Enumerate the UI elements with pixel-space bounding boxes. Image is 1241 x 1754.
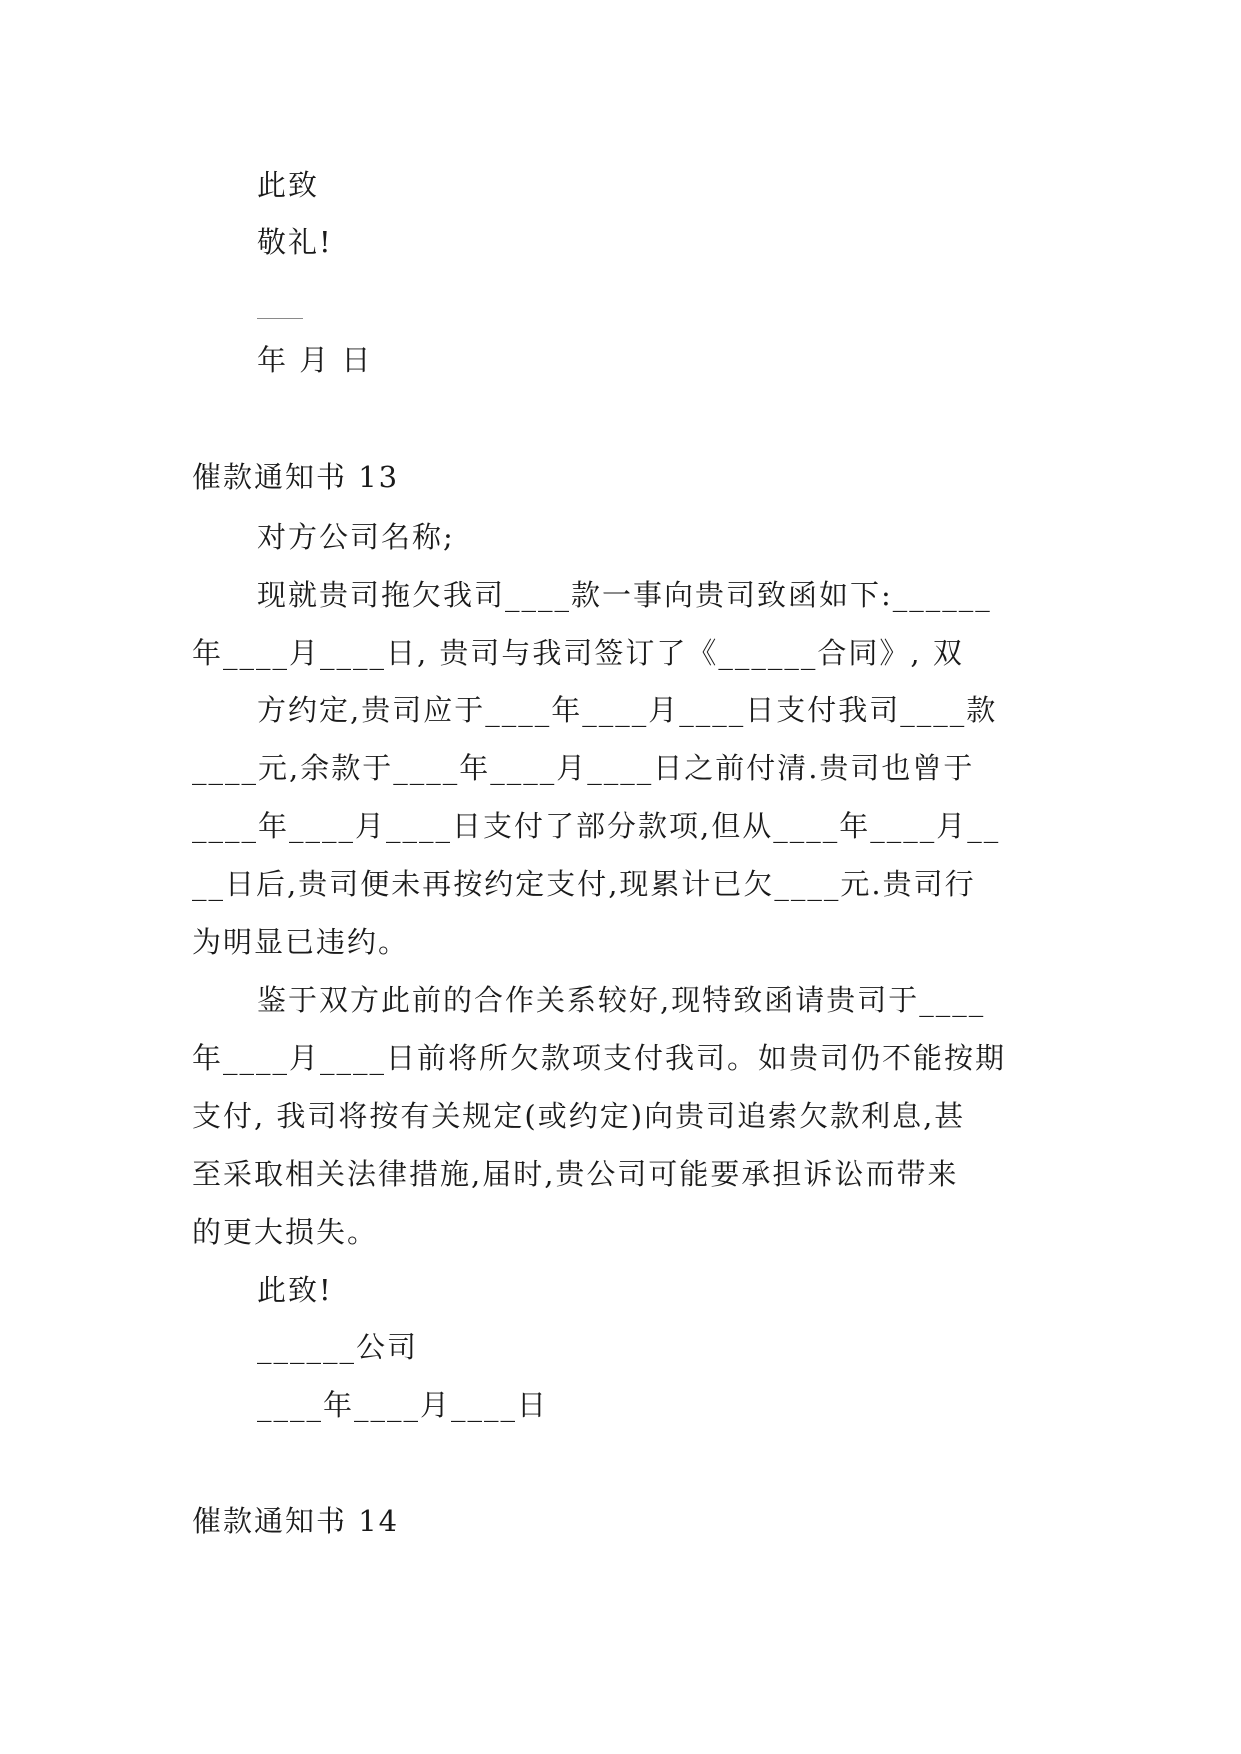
paragraph-line: __日后,贵司便未再按约定支付,现累计已欠____元.贵司行 [192,867,976,901]
paragraph-line: 年____月____日前将所欠款项支付我司。如贵司仍不能按期 [192,1041,1007,1075]
paragraph-line: 为明显已违约。 [192,925,410,959]
paragraph-line: 年____月____日, 贵司与我司签订了《______合同》, 双 [192,636,964,670]
closing-date: 年 月 日 [257,343,373,377]
paragraph-line: 现就贵司拖欠我司____款一事向贵司致函如下:______ [257,578,992,612]
closing-salutation: 此致! [257,1273,333,1307]
paragraph-line: 支付, 我司将按有关规定(或约定)向贵司追索欠款利息,甚 [192,1099,966,1133]
paragraph-line: 方约定,贵司应于____年____月____日支付我司____款 [257,693,998,727]
paragraph-line: 至采取相关法律措施,届时,贵公司可能要承担诉讼而带来 [192,1157,959,1191]
paragraph-line: ____元,余款于____年____月____日之前付清.贵司也曾于 [192,751,975,785]
paragraph-line: 的更大损失。 [192,1215,379,1249]
signature-date: ____年____月____日 [257,1388,549,1422]
signature-line [257,318,303,319]
recipient-line: 对方公司名称; [257,520,455,554]
paragraph-line: ____年____月____日支付了部分款项,但从____年____月__ [192,809,1001,843]
section-heading: 催款通知书 13 [192,460,400,494]
paragraph-line: 鉴于双方此前的合作关系较好,现特致函请贵司于____ [257,983,986,1017]
closing-regards: 敬礼! [257,225,333,259]
closing-salutation: 此致 [257,168,320,202]
section-heading: 催款通知书 14 [192,1504,400,1538]
company-signature: ______公司 [257,1330,419,1364]
